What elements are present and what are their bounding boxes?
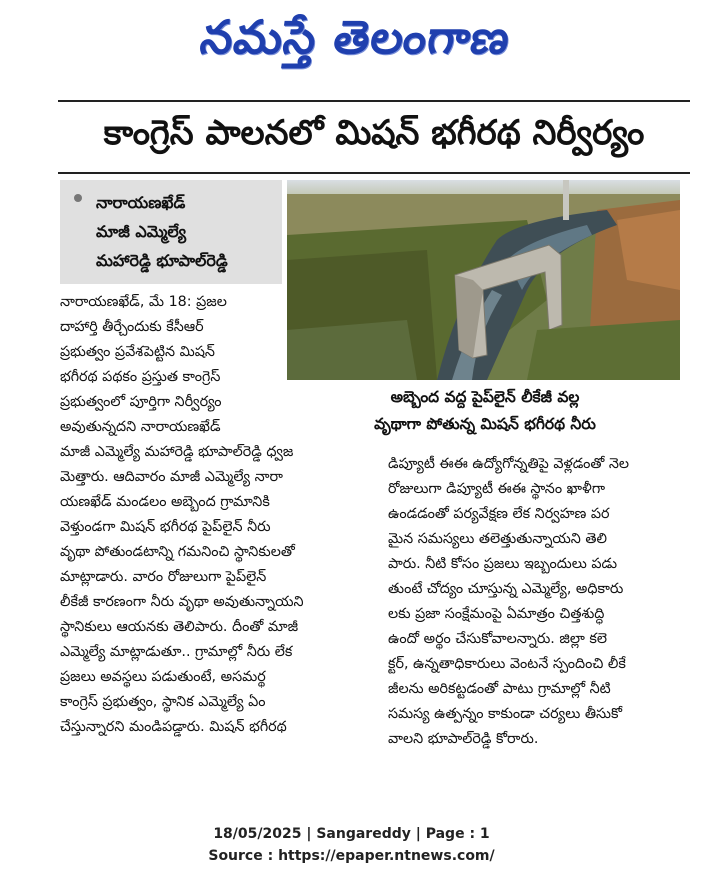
article-line: యణఖేడ్ మండలం అబ్బెంద గ్రామానికి: [60, 494, 270, 510]
article-line: దాహార్తి తీర్చేందుకు కేసీఆర్: [60, 319, 204, 335]
article-line: చేస్తున్నారని మండిపడ్డారు. మిషన్ భగీరథ: [60, 719, 287, 735]
article-column-right: [388, 452, 688, 752]
article-line: రోజులుగా డిప్యూటీ ఈఈ స్థానం ఖాళీగా: [388, 481, 606, 497]
article-headline: కాంగ్రెస్ పాలనలో మిషన్ భగీరథ నిర్వీర్యం: [103, 113, 645, 153]
headline-bottom-rule: [58, 172, 690, 174]
article-column-left-top: [60, 290, 282, 440]
byline-line: మాజీ ఎమ్మెల్యే: [96, 222, 187, 241]
byline-line: నారాయణఖేడ్: [96, 193, 186, 212]
article-column-left: [60, 440, 378, 740]
article-line: ఉండడంతో పర్యవేక్షణ లేక నిర్వహణ పర: [388, 506, 610, 522]
article-line: ప్రభుత్వంలో పూర్తిగా నిర్వీర్యం: [60, 394, 222, 410]
article-line: మాజీ ఎమ్మెల్యే మహారెడ్డి భూపాల్‌రెడ్డి ధ్వజ: [60, 444, 294, 460]
article-line: తుంటే చోద్యం చూస్తున్న ఎమ్మెల్యే, అధికారు: [388, 581, 624, 597]
article-line: వృథా పోతుండటాన్ని గమనించి స్థానికులతో: [60, 544, 295, 560]
byline-box: [60, 180, 282, 284]
article-line: జీలను అరికట్టడంతో పాటు గ్రామాల్లో నీటి: [388, 681, 611, 697]
article-line: కాంగ్రెస్ ప్రభుత్వం, స్థానిక ఎమ్మెల్యే ఏం: [60, 694, 266, 710]
photo-caption: [335, 384, 635, 444]
article-line: అవుతున్నదని నారాయణఖేడ్: [60, 419, 221, 435]
article-line: స్థానికులు ఆయనకు తెలిపారు. దీంతో మాజీ: [60, 619, 299, 635]
article-line: ఎమ్మెల్యే మాట్లాడుతూ.. గ్రామాల్లో నీరు లేక: [60, 644, 293, 660]
article-line: నారాయణఖేడ్, మే 18: ప్రజల: [60, 294, 227, 310]
article-line: డిప్యూటీ ఈఈ ఉద్యోగోన్నతిపై వెళ్లడంతో నెల: [388, 456, 630, 472]
masthead-title: నమస్తే తెలంగాణ: [197, 10, 515, 64]
article-line: వాలని భూపాల్‌రెడ్డి కోరారు.: [388, 731, 539, 747]
article-line: సమస్య ఉత్పన్నం కాకుండా చర్యలు తీసుకో: [388, 706, 623, 722]
bullet-icon: [74, 194, 82, 202]
article-line: క్టర్, ఉన్నతాధికారులు వెంటనే స్పందించి లీకే: [388, 656, 626, 672]
headline-top-rule: [58, 100, 690, 102]
article-line: లకు ప్రజా సంక్షేమంపై ఏమాత్రం చిత్తశుద్ధి: [388, 606, 605, 622]
edition-info: 18/05/2025 | Sangareddy | Page : 1: [213, 826, 490, 842]
article-line: ఉందో అర్థం చేసుకోవాలన్నారు. జిల్లా కలె: [388, 631, 607, 647]
article-line: మెత్తారు. ఆదివారం మాజీ ఎమ్మెల్యే నారా: [60, 469, 283, 485]
article-line: మైన సమస్యలు తలెత్తుతున్నాయని తెలి: [388, 531, 607, 547]
article-photo: [287, 180, 680, 380]
caption-line: వృథాగా పోతున్న మిషన్ భగీరథ నీరు: [374, 415, 596, 433]
caption-line: అబ్బెంద వద్ద పైప్‌లైన్ లీకేజీ వల్ల: [390, 388, 580, 406]
newspaper-masthead: [140, 8, 570, 78]
canal-photo-illustration: [287, 180, 680, 380]
source-url: Source : https://epaper.ntnews.com/: [208, 848, 495, 864]
article-line: భగీరథ పథకం ప్రస్తుత కాంగ్రెస్: [60, 369, 221, 385]
article-line: పారు. నీటి కోసం ప్రజలు ఇబ్బందులు పడు: [388, 556, 618, 572]
article-line: వెళ్తుండగా మిషన్ భగీరథ పైప్‌లైన్ నీరు: [60, 519, 271, 535]
article-line: ప్రజలు అవస్థలు పడుతుంటే, అసమర్థ: [60, 669, 266, 685]
byline-line: మహారెడ్డి భూపాల్‌రెడ్డి: [96, 251, 228, 270]
article-line: లీకేజీ కారణంగా నీరు వృథా అవుతున్నాయని: [60, 594, 304, 610]
article-line: మాట్లాడారు. వారం రోజులుగా పైప్‌లైన్: [60, 569, 267, 585]
article-line: ప్రభుత్వం ప్రవేశపెట్టిన మిషన్: [60, 344, 215, 360]
